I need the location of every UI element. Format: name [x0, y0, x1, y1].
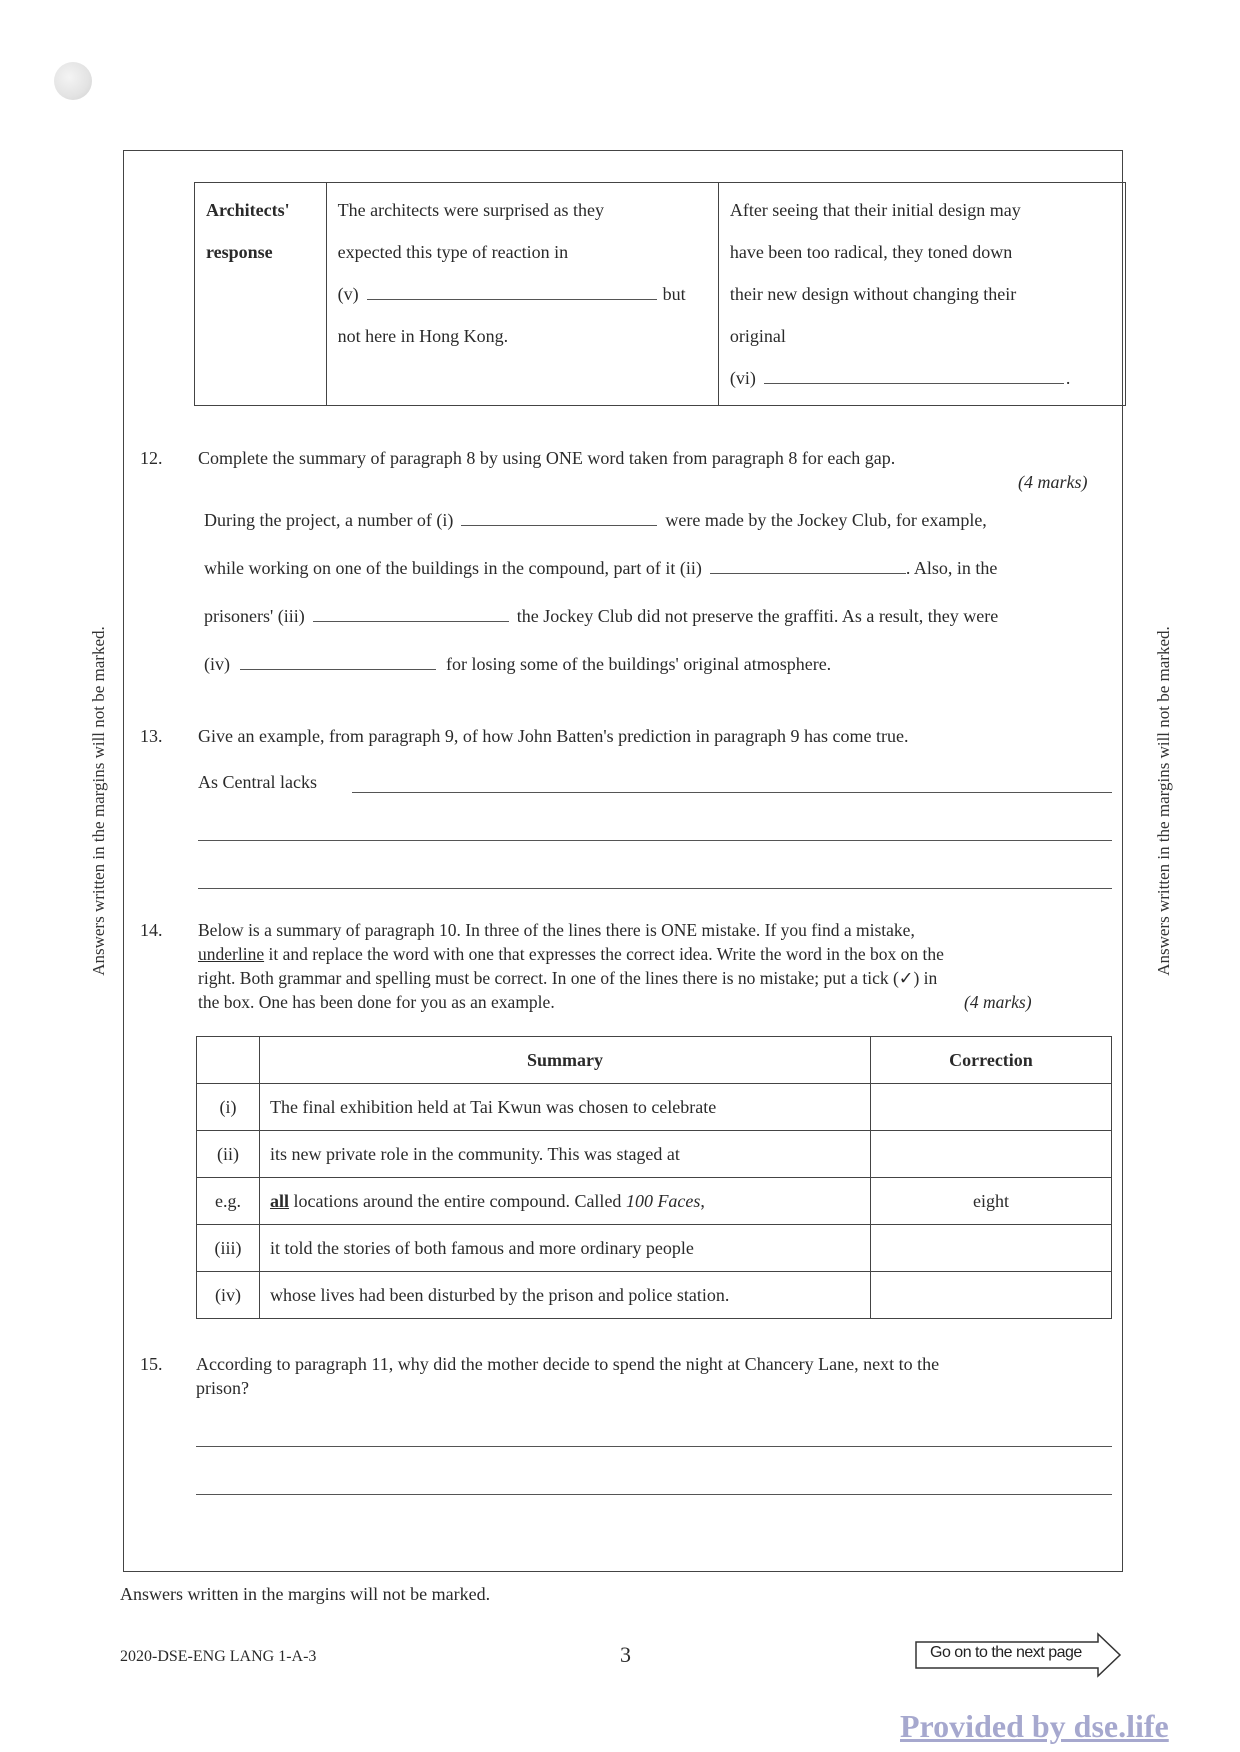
q13-prompt: Give an example, from paragraph 9, of how John Batten's prediction in paragraph 9 has come true. — [198, 726, 909, 746]
correction-box-iv[interactable] — [871, 1272, 1112, 1319]
q15-answer-line-2[interactable] — [196, 1494, 1112, 1495]
table-row: (iv) whose lives had been disturbed by the prison and police station. — [197, 1272, 1112, 1319]
table-row: (ii) its new private role in the community. This was staged at — [197, 1131, 1112, 1178]
punch-hole — [54, 62, 92, 100]
answer-gap-ii[interactable] — [710, 557, 906, 574]
page-number: 3 — [620, 1642, 631, 1667]
answer-gap-v[interactable] — [367, 283, 657, 300]
q13-starter: As Central lacks — [198, 772, 317, 792]
q12-marks: (4 marks) — [1018, 472, 1088, 492]
q12-summary-line-1: During the project, a number of (i) were made by the Jockey Club, for example, — [204, 510, 987, 530]
architects-col2-cell: After seeing that their initial design may have been too radical, they toned down their new design without changing their original (vi) . — [718, 183, 1125, 406]
q15-number: 15. — [140, 1354, 163, 1374]
table-row: (iii) it told the stories of both famous and more ordinary people — [197, 1225, 1112, 1272]
q13-number: 13. — [140, 726, 163, 746]
q13-answer-line-3[interactable] — [198, 888, 1112, 889]
q14-number: 14. — [140, 920, 163, 940]
q13-answer-line-1[interactable] — [352, 792, 1112, 793]
correction-example: eight — [871, 1178, 1112, 1225]
summary-header: Summary — [260, 1037, 871, 1084]
architects-response-table — [194, 182, 1126, 406]
next-page-button[interactable] — [914, 1632, 1124, 1678]
table-row: (i) The final exhibition held at Tai Kwun was chosen to celebrate — [197, 1084, 1112, 1131]
left-margin-note: Answers written in the margins will not be marked. — [89, 626, 108, 976]
bottom-margin-note: Answers written in the margins will not be marked. — [120, 1584, 491, 1604]
correction-box-i[interactable] — [871, 1084, 1112, 1131]
q14-marks: (4 marks) — [964, 992, 1032, 1012]
q15-answer-line-1[interactable] — [196, 1446, 1112, 1447]
q13-answer-line-2[interactable] — [198, 840, 1112, 841]
example-text: all locations around the entire compound. Called 100 Faces, — [260, 1178, 871, 1225]
q15-prompt: According to paragraph 11, why did the mother decide to spend the night at Chancery Lane, next to the prison? — [196, 1354, 940, 1398]
table-header-row — [197, 1037, 1112, 1084]
correction-box-iii[interactable] — [871, 1225, 1112, 1272]
answer-gap-vi[interactable] — [764, 367, 1064, 384]
next-page-label: Go on to the next page — [930, 1644, 1082, 1661]
correction-box-ii[interactable] — [871, 1131, 1112, 1178]
q12-summary-line-2: while working on one of the buildings in the compound, part of it (ii) . Also, in the — [204, 558, 998, 578]
q12-number: 12. — [140, 448, 163, 468]
answer-gap-iii[interactable] — [313, 605, 509, 622]
q12-summary-line-4: (iv) for losing some of the buildings' original atmosphere. — [204, 654, 832, 674]
q14-instructions: Below is a summary of paragraph 10. In three of the lines there is ONE mistake. If you find a mistake, underline it and replace the word with one that expresses the correct idea. Write the word in the box on the right. Both grammar and spelling must be correct. In one of the lines there is no mistake; put a tick (✓) in the box. One has been done for you as an example. (4 marks) — [198, 920, 1032, 1012]
architects-label-cell: Architects' response — [195, 183, 327, 406]
q12-prompt: Complete the summary of paragraph 8 by using ONE word taken from paragraph 8 for each gap. — [198, 448, 896, 468]
provider-credit[interactable]: Provided by dse.life — [900, 1708, 1169, 1744]
q12-summary-line-3: prisoners' (iii) the Jockey Club did not preserve the graffiti. As a result, they were — [204, 606, 999, 626]
q14-summary-table — [196, 1036, 1112, 1319]
answer-gap-i[interactable] — [461, 509, 657, 526]
right-margin-note: Answers written in the margins will not be marked. — [1154, 626, 1173, 976]
correction-header: Correction — [871, 1037, 1112, 1084]
table-row: e.g. all locations around the entire compound. Called 100 Faces, eight — [197, 1178, 1112, 1225]
paper-code: 2020-DSE-ENG LANG 1-A-3 — [120, 1648, 317, 1665]
answer-gap-iv[interactable] — [240, 653, 436, 670]
architects-col1-cell: The architects were surprised as they expected this type of reaction in (v) but not here in Hong Kong. — [326, 183, 718, 406]
